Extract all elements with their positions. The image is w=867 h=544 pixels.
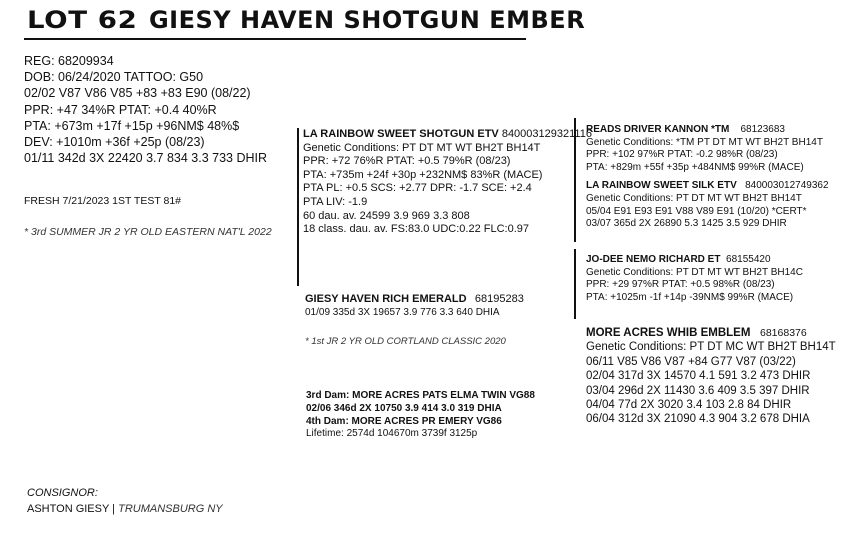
sire-dam-name: LA RAINBOW SWEET SILK ETV: [586, 180, 737, 192]
third-dam: 3rd Dam: MORE ACRES PATS ELMA TWIN VG88: [306, 390, 535, 401]
sire-pta-liv: PTA LIV: -1.9: [303, 195, 368, 208]
dam-dam-genetic: Genetic Conditions: PT DT MC WT BH2T BH14T: [586, 341, 836, 354]
dam-name: GIESY HAVEN RICH EMERALD: [305, 293, 467, 305]
lot-title: [27, 6, 585, 34]
sire-pta-pl: PTA PL: +0.5 SCS: +2.77 DPR: -1.7 SCE: +2.4: [303, 182, 532, 195]
consignor-label: CONSIGNOR:: [27, 487, 98, 499]
consignor-location: TRUMANSBURG NY: [118, 503, 223, 515]
sire-genetic: Genetic Conditions: PT DT MT WT BH2T BH14T: [303, 141, 541, 154]
dam-dam-reg: 68168376: [760, 327, 807, 339]
fresh-note: FRESH 7/21/2023 1ST TEST 81#: [24, 195, 182, 207]
dam-dam-class: 06/11 V85 V86 V87 +84 G77 V87 (03/22): [586, 355, 796, 368]
dam-reg: 68195283: [474, 293, 524, 305]
sire-sire-block: [586, 124, 829, 231]
animal-classification: 02/02 V87 V86 V85 +83 +83 E90 (08/22): [24, 86, 251, 101]
sire-class-dau: 18 class. dau. av. FS:83.0 UDC:0.22 FLC:0.97: [303, 223, 530, 236]
title-underline: [24, 38, 526, 40]
pedigree-line-left: [297, 128, 299, 286]
pedigree-line-dam: [574, 249, 576, 319]
dam-dam-record-4: 06/04 312d 3X 21090 4.3 904 3.2 678 DHIA: [586, 413, 810, 426]
consignor: [27, 503, 223, 515]
animal-dob-tattoo: DOB: 06/24/2020 TATTOO: G50: [24, 70, 204, 85]
lot-number: LOT 62: [27, 6, 138, 34]
dam-sire-name: JO-DEE NEMO RICHARD ET: [586, 254, 721, 265]
animal-dev: DEV: +1010m +36f +25p (08/23): [24, 135, 205, 150]
animal-pta: PTA: +673m +17f +15p +96NM$ 48%$: [24, 118, 240, 133]
dam-sire-genetic: Genetic Conditions: PT DT MT WT BH2T BH14C: [586, 266, 803, 278]
granddams-block: [306, 390, 535, 441]
dam-dam-name: MORE ACRES WHIB EMBLEM: [586, 327, 751, 339]
animal-award: * 3rd SUMMER JR 2 YR OLD EASTERN NAT'L 2022: [24, 226, 272, 238]
sire-sire-genetic: Genetic Conditions: *TM PT DT MT WT BH2T BH14T: [586, 136, 823, 148]
fourth-dam: 4th Dam: MORE ACRES PR EMERY VG86: [306, 415, 502, 427]
animal-ppr: PPR: +47 34%R PTAT: +0.4 40%R: [24, 102, 217, 117]
dam-block: [305, 293, 524, 319]
sire-ppr: PPR: +72 76%R PTAT: +0.5 79%R (08/23): [303, 155, 511, 168]
sire-block: [303, 128, 592, 237]
fourth-dam-lifetime: Lifetime: 2574d 104670m 3739f 3125p: [306, 428, 478, 440]
dam-dam-record-2: 03/04 296d 2X 11430 3.6 409 3.5 397 DHIR: [586, 384, 810, 397]
consignor-separator: |: [109, 503, 119, 515]
sire-dam-reg: 840003012749362: [745, 180, 829, 192]
sire-sire-ppr: PPR: +102 97%R PTAT: -0.2 98%R (08/23): [586, 149, 778, 161]
sire-dam-record: 03/07 365d 2X 26890 5.3 1425 3.5 929 DHIR: [586, 218, 787, 230]
dam-dam-block: [586, 326, 836, 427]
sire-dam-genetic: Genetic Conditions: PT DT MT WT BH2T BH14T: [586, 192, 802, 204]
sire-dam-class: 05/04 E91 E93 E91 V88 V89 E91 (10/20) *CERT*: [586, 205, 807, 217]
animal-record: 01/11 342d 3X 22420 3.7 834 3.3 733 DHIR: [24, 151, 268, 166]
dam-sire-pta: PTA: +1025m -1f +14p -39NM$ 99%R (MACE): [586, 291, 794, 303]
dam-sire-ppr: PPR: +29 97%R PTAT: +0.5 98%R (08/23): [586, 279, 775, 291]
dam-sire-block: [586, 254, 803, 304]
animal-reg: REG: 68209934: [24, 54, 114, 68]
animal-details: [24, 53, 267, 166]
animal-name: GIESY HAVEN SHOTGUN EMBER: [148, 6, 586, 34]
dam-dam-record-1: 02/04 317d 3X 14570 4.1 591 3.2 473 DHIR: [586, 370, 811, 383]
consignor-name: ASHTON GIESY: [27, 503, 110, 515]
third-dam-record: 02/06 346d 2X 10750 3.9 414 3.0 319 DHIA: [306, 402, 502, 414]
dam-record: 01/09 335d 3X 19657 3.9 776 3.3 640 DHIA: [305, 307, 500, 318]
sire-reg: 840003129321116: [498, 128, 592, 140]
dam-sire-reg: 68155420: [726, 254, 771, 265]
sire-pta: PTA: +735m +24f +30p +232NM$ 83%R (MACE): [303, 168, 543, 181]
sire-sire-name: READS DRIVER KANNON *TM: [586, 124, 730, 135]
sire-dau-avg: 60 dau. av. 24599 3.9 969 3.3 808: [303, 209, 470, 222]
dam-award: * 1st JR 2 YR OLD CORTLAND CLASSIC 2020: [305, 336, 506, 347]
sire-sire-reg: 68123683: [740, 124, 785, 135]
sire-sire-pta: PTA: +829m +55f +35p +484NM$ 99%R (MACE): [586, 161, 804, 173]
sire-name: LA RAINBOW SWEET SHOTGUN ETV: [303, 128, 499, 140]
dam-dam-record-3: 04/04 77d 2X 3020 3.4 103 2.8 84 DHIR: [586, 399, 792, 412]
